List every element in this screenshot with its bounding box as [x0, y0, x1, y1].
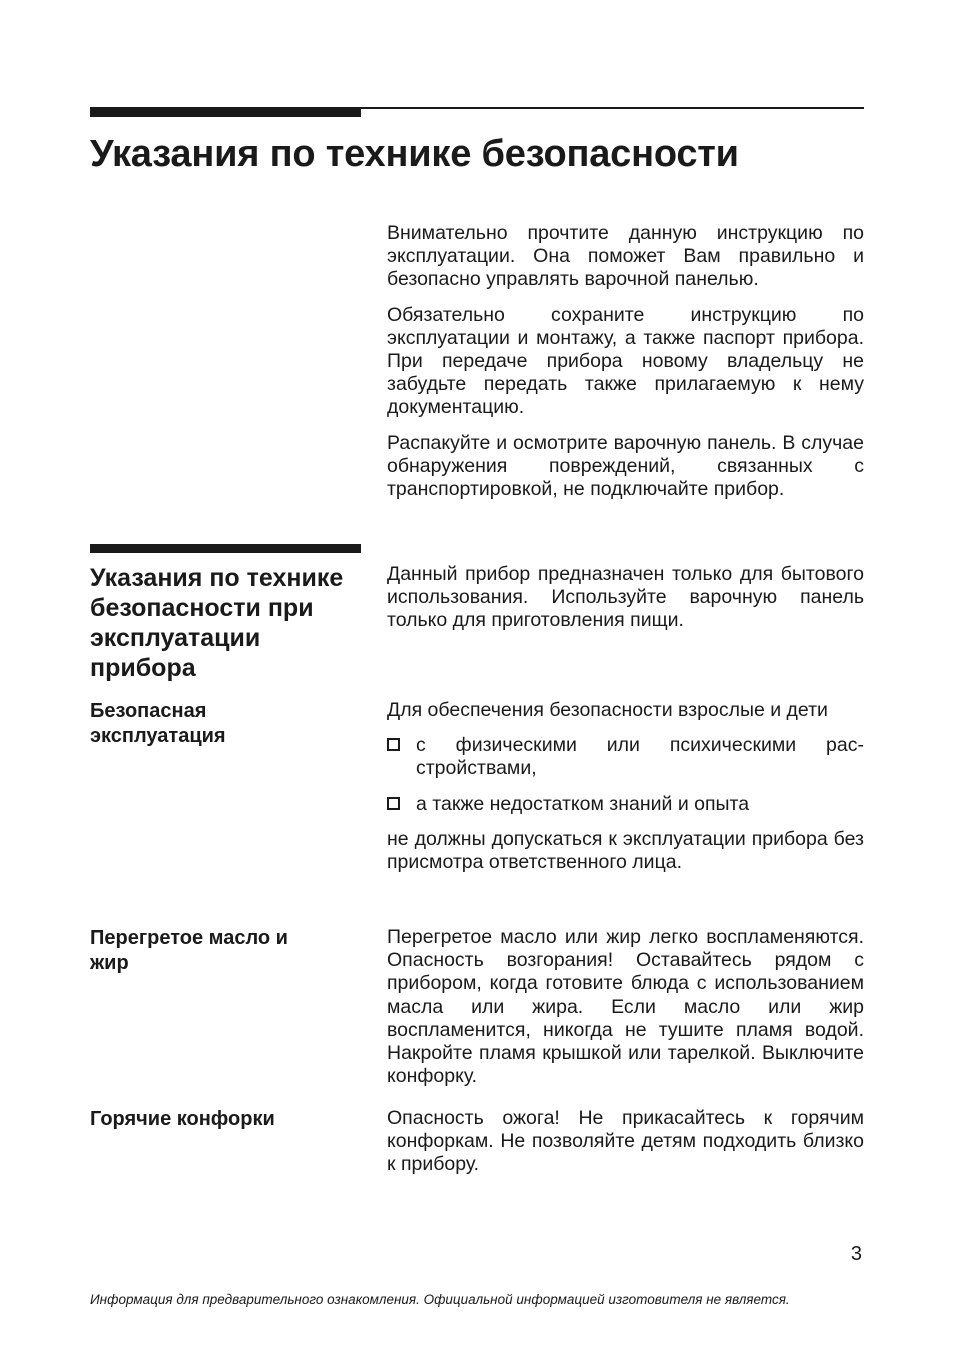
page-title: Указания по технике безопасности [90, 133, 739, 175]
list-item [387, 734, 864, 780]
page-number: 3 [850, 1243, 862, 1265]
oil-heading-block [90, 926, 320, 976]
intro-paragraph-2: Обязательно сохраните инструкцию по эксплуатации и монтажу, а также паспорт прибора. При передаче прибора новому владельцу не забудьте передать также прилагаемую к нему документацию. [387, 303, 864, 419]
footer-note: Информация для предварительного ознакомления. Официальной информацией изготовителя не является. [90, 1292, 790, 1307]
section-intro-block [387, 563, 864, 633]
section-rule [90, 544, 361, 553]
list-item [387, 793, 864, 816]
hot-heading-block [90, 1107, 365, 1132]
bullet-text: с физическими или психическими расстройствами, [416, 734, 864, 780]
hot-heading: Горячие конфорки [90, 1108, 275, 1130]
section-title-block [90, 563, 370, 683]
bullet-text: а также недостатком знаний и опыта [416, 792, 750, 815]
intro-block [387, 222, 864, 501]
safe-use-closing: не должны допускаться к эксплуатации прибора без присмотра ответственного лица. [387, 827, 864, 874]
hot-block [387, 1107, 864, 1177]
safe-use-heading: Безопасная эксплуатация [90, 700, 226, 747]
intro-paragraph-1: Внимательно прочтите данную инструкцию по эксплуатации. Она поможет Вам правильно и безопасно управлять варочной панелью. [387, 222, 864, 291]
intro-paragraph-3: Распакуйте и осмотрите варочную панель. В случае обнаружения повреждений, связанных с транспортировкой, не подключайте прибор. [387, 431, 864, 501]
section-intro-text: Данный прибор предназначен только для бытового использования. Используйте варочную панель только для приготовления пищи. [387, 563, 864, 632]
title-rule-thin [361, 107, 864, 109]
safe-use-heading-block [90, 699, 290, 749]
safe-use-block [387, 699, 864, 874]
checkbox-icon [387, 797, 400, 810]
section-title: Указания по технике безопасности при эксплуатации прибора [90, 564, 344, 682]
title-rule-thick [90, 107, 361, 117]
oil-text: Перегретое масло или жир легко воспламеняются. Опасность возгорания! Оставайтесь рядом с прибором, когда готовите блюда с использованием масла или жира. Если масло или жир воспламенится, никогда не тушите пламя водой. Накройте пламя крышкой или тарелкой. Выключите конфорку. [387, 926, 864, 1088]
oil-block [387, 926, 864, 1088]
hot-text: Опасность ожога! Не прикасайтесь к горячим конфоркам. Не позволяйте детям подходить близко к прибору. [387, 1107, 864, 1176]
checkbox-icon [387, 738, 400, 751]
safe-use-lead: Для обеспечения безопасности взрослые и дети [387, 699, 828, 721]
oil-heading: Перегретое масло и жир [90, 927, 288, 974]
